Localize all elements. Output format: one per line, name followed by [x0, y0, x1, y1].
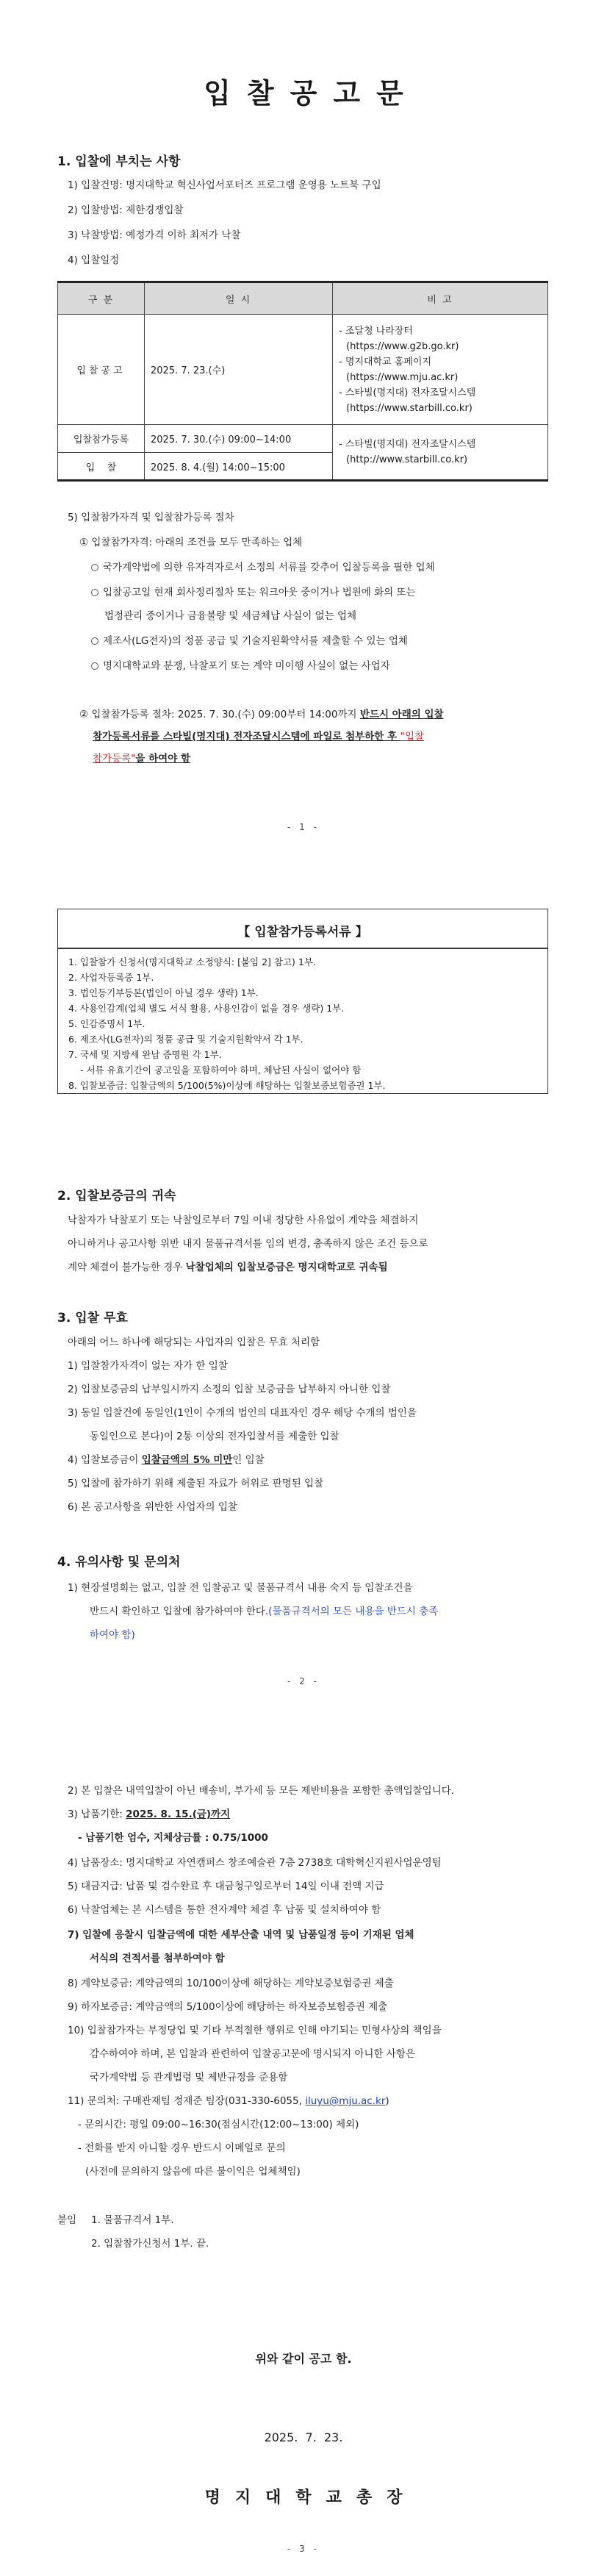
qualification-text: 입찰공고일 현재 회사정리절차 또는 워크아웃 중이거나 법원에 화의 또는 — [103, 587, 416, 598]
table-header: 일 시 — [145, 282, 333, 315]
box-item: 2. 사업자등록증 1부. — [68, 972, 154, 983]
registration-procedure-cont — [93, 728, 424, 743]
s4-item: 8) 계약보증금: 계약금액의 10/100이상에 해당하는 계약보증보험증권 제출 — [68, 1978, 394, 1989]
attachment-item: 2. 입찰참가신청서 1부. 끝. — [91, 2238, 209, 2250]
s3-intro: 아래의 어느 하나에 해당되는 사업자의 입찰은 무효 처리함 — [68, 1337, 320, 1348]
s3-emphasis: 입찰금액의 5% 미만 — [141, 1454, 233, 1466]
page-title: 입찰공고문 — [204, 77, 420, 110]
s4-blue-cont: 하여야 함) — [90, 1629, 135, 1641]
circle-bullet-icon — [91, 662, 98, 670]
signer: 명지대학교총장 — [204, 2489, 417, 2507]
s4-sub: (사전에 문의하지 않음에 따른 불이익은 업체책임) — [85, 2166, 301, 2178]
table-cell: 입찰참가등록 — [58, 425, 145, 453]
s4-sub: - 문의시간: 평일 09:00~16:30(점심시간(12:00~13:00) 제외) — [78, 2119, 359, 2130]
contact-text: 11) 문의처: 구매관재팀 정재준 팀장(031-330-6055, — [68, 2095, 306, 2107]
qualification-text: 명지대학교와 분쟁, 낙찰포기 또는 계약 미이행 사실이 없는 사업자 — [103, 660, 390, 672]
s4-item: 10) 입찰참가자는 부정당업 및 기타 부적절한 행위로 인해 야기되는 민형사상의 책임을 — [68, 2025, 442, 2036]
s4-item-cont: 국가계약법 등 관계법령 및 제반규정을 준용함 — [90, 2072, 288, 2083]
s3-text: 인 입찰 — [232, 1454, 265, 1466]
note-line: (http://www.starbill.co.kr) — [346, 454, 468, 465]
s3-item — [68, 1451, 265, 1466]
reg-red: 참가등록" — [93, 753, 136, 765]
s1-item-5: 5) 입찰참가자격 및 입찰참가등록 절차 — [68, 512, 234, 523]
s2-bold: 낙찰업체의 입찰보증금은 명지대학교로 귀속됨 — [185, 1262, 388, 1273]
reg-text: ② 입찰참가등록 절차: 2025. 7. 30.(수) 09:00부터 14:00까지 — [79, 709, 360, 720]
box-item-note: - 서류 유효기간이 공고일을 포함하여야 하며, 체납된 사실이 없어야 함 — [80, 1065, 362, 1076]
section-1-heading: 1. 입찰에 부치는 사항 — [57, 154, 181, 169]
qualification-item — [91, 559, 435, 573]
s4-item: 7) 입찰에 응찰시 입찰금액에 대한 세부산출 내역 및 납품일정 등이 기재된 업체 — [68, 1929, 414, 1941]
registration-procedure-cont — [93, 750, 190, 765]
page-number: - 1 - — [287, 822, 320, 832]
contact-text: ) — [385, 2095, 389, 2107]
s4-sub: - 전화를 받지 아니할 경우 반드시 이메일로 문의 — [78, 2142, 286, 2154]
announcement-date: 2025. 7. 23. — [264, 2430, 343, 2444]
s3-item: 3) 동일 입찰건에 동일인(1인이 수개의 법인의 대표자인 경우 해당 수개의 법인을 — [68, 1407, 417, 1419]
section-2-heading: 2. 입찰보증금의 귀속 — [57, 1189, 176, 1203]
box-divider — [58, 948, 547, 949]
table-header: 구 분 — [58, 282, 145, 315]
qualification-item — [91, 584, 416, 598]
closing-statement: 위와 같이 공고 함. — [255, 2352, 352, 2366]
table-cell: 2025. 8. 4.(월) 14:00~15:00 — [145, 453, 333, 481]
table-header-row — [58, 282, 548, 315]
circle-bullet-icon — [91, 589, 98, 596]
reg-emphasis: 반드시 아래의 입찰 — [359, 709, 444, 720]
s4-sub: - 납품기한 엄수, 지체상금률 : 0.75/1000 — [78, 1832, 268, 1844]
box-item: 3. 법인등기부등본(법인이 아닐 경우 생략) 1부. — [68, 987, 259, 998]
qualification-item — [91, 632, 408, 647]
table-cell: 입 찰 — [58, 453, 145, 481]
s4-text: 반드시 확인하고 입찰에 참가하여야 한다. — [90, 1606, 269, 1617]
circle-bullet-icon — [91, 637, 98, 645]
page-number: - 3 - — [287, 2544, 320, 2554]
note-line: - 스타빌(명지대) 전자조달시스템 — [339, 439, 476, 450]
note-line: - 스타빌(명지대) 전자조달시스템 — [339, 387, 476, 398]
s4-item: 9) 하자보증금: 계약금액의 5/100이상에 해당하는 하자보증보험증권 제출 — [68, 2001, 388, 2013]
s3-item: 1) 입찰참가자격이 없는 자가 한 입찰 — [68, 1360, 228, 1372]
s3-text: 4) 입찰보증금이 — [68, 1454, 142, 1466]
s4-text: 3) 납품기한: — [68, 1808, 126, 1820]
contact-email-link[interactable]: iluyu@mju.ac.kr — [305, 2095, 386, 2107]
box-item: 1. 입찰참가 신청서(명지대학교 소정양식: [붙임 2] 참고) 1부. — [68, 956, 316, 967]
page-number: - 2 - — [287, 1676, 320, 1686]
required-documents-box — [57, 909, 548, 1094]
reg-emphasis: 참가등록서류를 스타빌(명지대) 전자조달시스템에 파일로 첨부하한 후 — [93, 731, 401, 743]
s3-item: 6) 본 공고사항을 위반한 사업자의 입찰 — [68, 1501, 237, 1513]
table-row — [58, 425, 548, 453]
qualification-title: ① 입찰참가자격: 아래의 조건을 모두 만족하는 업체 — [79, 537, 303, 548]
s1-item: 1) 입찰건명: 명지대학교 혁신사업서포터즈 프로그램 운영용 노트북 구입 — [68, 179, 381, 191]
s1-item: 3) 낙찰방법: 예정가격 이하 최저가 낙찰 — [68, 229, 241, 241]
attachment-label: 붙임 — [57, 2214, 77, 2226]
box-title: 【 입찰참가등록서류 】 — [237, 925, 368, 940]
note-line: (https://www.mju.ac.kr) — [346, 371, 459, 383]
s4-item-cont: 감수하여야 하며, 본 입찰과 관련하여 입찰공고문에 명시되지 아니한 사항은 — [90, 2048, 415, 2060]
section-3-heading: 3. 입찰 무효 — [57, 1311, 128, 1325]
reg-red: "입찰 — [400, 731, 425, 743]
table-cell — [333, 315, 548, 425]
qualification-text: 제조사(LG전자)의 정품 공급 및 기술지원확약서를 제출할 수 있는 업체 — [103, 635, 408, 647]
table-cell: 입찰공고 — [58, 315, 145, 425]
box-item: 5. 인감증명서 1부. — [68, 1018, 146, 1029]
box-item: 7. 국세 및 지방세 완납 증명원 각 1부. — [68, 1049, 222, 1060]
s1-item: 2) 입찰방법: 제한경쟁입찰 — [68, 204, 184, 216]
schedule-table — [57, 281, 548, 482]
s4-item-cont: 서식의 견적서를 첨부하여야 함 — [90, 1953, 225, 1964]
s2-text: 계약 체결이 불가능한 경우 — [68, 1262, 186, 1273]
table-cell — [333, 425, 548, 481]
table-cell: 2025. 7. 30.(수) 09:00~14:00 — [145, 425, 333, 453]
s2-line — [68, 1259, 388, 1273]
table-header: 비 고 — [333, 282, 548, 315]
s4-item: 1) 현장설명회는 없고, 입찰 전 입찰공고 및 물품규격서 내용 숙지 등 입찰조건을 — [68, 1582, 413, 1594]
s2-line: 아니하거나 공고사항 위반 내지 물품규격서를 임의 변경, 충족하지 않은 조건 등으로 — [68, 1238, 428, 1250]
s1-item: 4) 입찰일정 — [68, 254, 120, 266]
s4-item — [68, 1806, 230, 1820]
box-item: 6. 제조사(LG전자)의 정품 공급 및 기술지원확약서 각 1부. — [68, 1034, 304, 1045]
s3-item: 2) 입찰보증금의 납부일시까지 소정의 입찰 보증금을 납부하지 아니한 입찰 — [68, 1384, 391, 1395]
qualification-item-cont: 법정관리 중이거나 금융불량 및 세금체납 사실이 없는 업체 — [104, 610, 357, 622]
delivery-deadline: 2025. 8. 15.(금)까지 — [126, 1808, 231, 1820]
s4-contact — [68, 2092, 389, 2107]
circle-bullet-icon — [91, 564, 98, 571]
s4-item: 4) 납품장소: 명지대학교 자연캠퍼스 창조예술관 7층 2738호 대학혁신지원사업운영팀 — [68, 1857, 442, 1869]
note-line: - 명지대학교 홈페이지 — [339, 356, 431, 368]
box-item: 4. 사용인감계(업체 별도 서식 활용, 사용인감이 없을 경우 생략) 1부. — [68, 1003, 345, 1014]
s3-item-cont: 동일인으로 본다)이 2통 이상의 전자입찰서를 제출한 입찰 — [90, 1431, 340, 1442]
qualification-text: 국가계약법에 의한 유자격자로서 소정의 서류를 갖추어 입찰등록을 필한 업체 — [103, 562, 435, 573]
table-cell: 2025. 7. 23.(수) — [145, 315, 333, 425]
s3-item: 5) 입찰에 참가하기 위해 제출된 자료가 허위로 판명된 입찰 — [68, 1478, 324, 1489]
s4-item: 2) 본 입찰은 내역입찰이 아닌 배송비, 부가세 등 모든 제반비용을 포함한 총액입찰입니다. — [68, 1785, 455, 1797]
reg-emphasis: 을 하여야 함 — [135, 753, 190, 765]
note-line: - 조달청 나라장터 — [339, 325, 413, 337]
s4-item-cont — [90, 1603, 438, 1617]
s4-blue: (물품규격서의 모든 내용을 반드시 충족 — [268, 1606, 439, 1617]
s4-item: 6) 낙찰업체는 본 시스템을 통한 전자계약 체결 후 납품 및 설치하여야 함 — [68, 1904, 381, 1916]
s2-line: 낙찰자가 낙찰포기 또는 낙찰일로부터 7일 이내 정당한 사유없이 계약을 체결하지 — [68, 1214, 419, 1226]
table-row — [58, 315, 548, 425]
note-line: (https://www.starbill.co.kr) — [346, 402, 473, 414]
s4-item: 5) 대금지급: 납품 및 검수완료 후 대금청구일로부터 14일 이내 전액 지급 — [68, 1881, 384, 1892]
registration-procedure — [79, 706, 444, 720]
note-line: (https://www.g2b.go.kr) — [346, 340, 459, 352]
attachment-item: 1. 물품규격서 1부. — [91, 2214, 174, 2226]
section-4-heading: 4. 유의사항 및 문의처 — [57, 1555, 181, 1570]
qualification-item — [91, 657, 390, 672]
box-item: 8. 입찰보증금: 입찰금액의 5/100(5%)이상에 해당하는 입찰보증보험증권 1부. — [68, 1080, 386, 1091]
